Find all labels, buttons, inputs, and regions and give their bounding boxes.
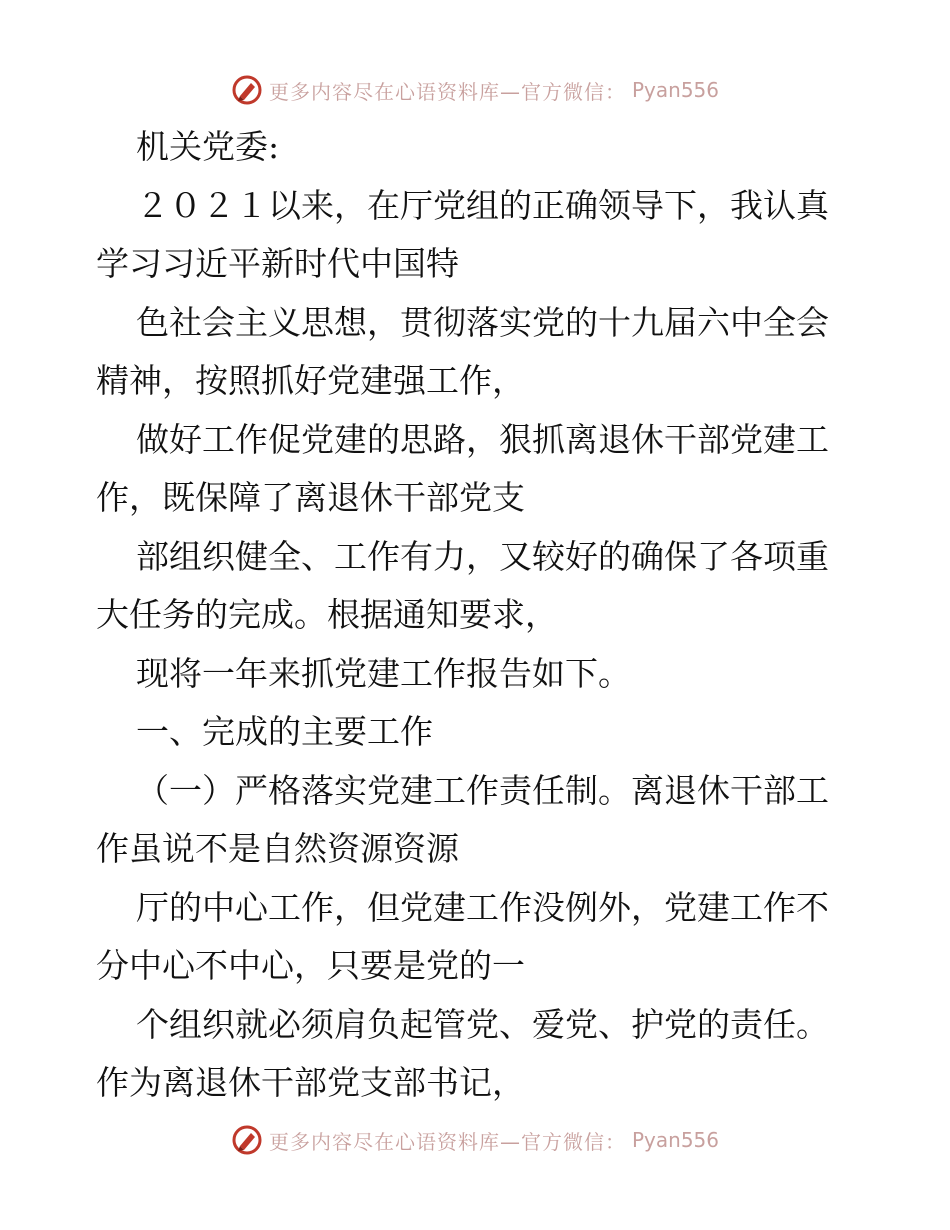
text-line: 部组织健全、工作有力，又较好的确保了各项重: [136, 536, 829, 576]
watermark-text: 更多内容尽在心语资料库—官方微信：: [268, 79, 626, 104]
text-line: 一、完成的主要工作: [136, 712, 433, 751]
text-line: 精神，按照抓好党建强工作，: [96, 361, 525, 400]
text-line: 个组织就必须肩负起管党、爱党、护党的责任。: [136, 1004, 829, 1044]
header-watermark: [0, 70, 950, 110]
text-line: 学习习近平新时代中国特: [96, 244, 459, 283]
watermark-wechat-id: Pyan556: [631, 78, 719, 102]
watermark-wechat-id: Pyan556: [631, 1128, 719, 1152]
text-line: 作为离退休干部党支部书记，: [96, 1063, 525, 1102]
pen-logo-icon: [231, 1124, 263, 1156]
text-line: 机关党委:: [136, 127, 280, 166]
watermark-text: 更多内容尽在心语资料库—官方微信：: [268, 1129, 626, 1154]
text-line: 作，既保障了离退休干部党支: [96, 478, 525, 517]
pen-logo-icon: [231, 74, 263, 106]
footer-watermark: [0, 1120, 950, 1160]
text-line: 大任务的完成。根据通知要求，: [96, 595, 558, 634]
text-line: 做好工作促党建的思路，狠抓离退休干部党建工: [136, 419, 829, 459]
text-line: ２０２１以来，在厅党组的正确领导下，我认真: [136, 185, 829, 225]
text-line: 作虽说不是自然资源资源: [96, 829, 459, 868]
document-body: [96, 118, 856, 1113]
text-line: 色社会主义思想，贯彻落实党的十九届六中全会: [136, 302, 829, 342]
text-line: 厅的中心工作，但党建工作没例外，党建工作不: [136, 887, 829, 927]
text-line: 现将一年来抓党建工作报告如下。: [136, 653, 631, 693]
text-line: 分中心不中心，只要是党的一: [96, 946, 525, 985]
text-line: （一）严格落实党建工作责任制。离退休干部工: [136, 770, 829, 810]
